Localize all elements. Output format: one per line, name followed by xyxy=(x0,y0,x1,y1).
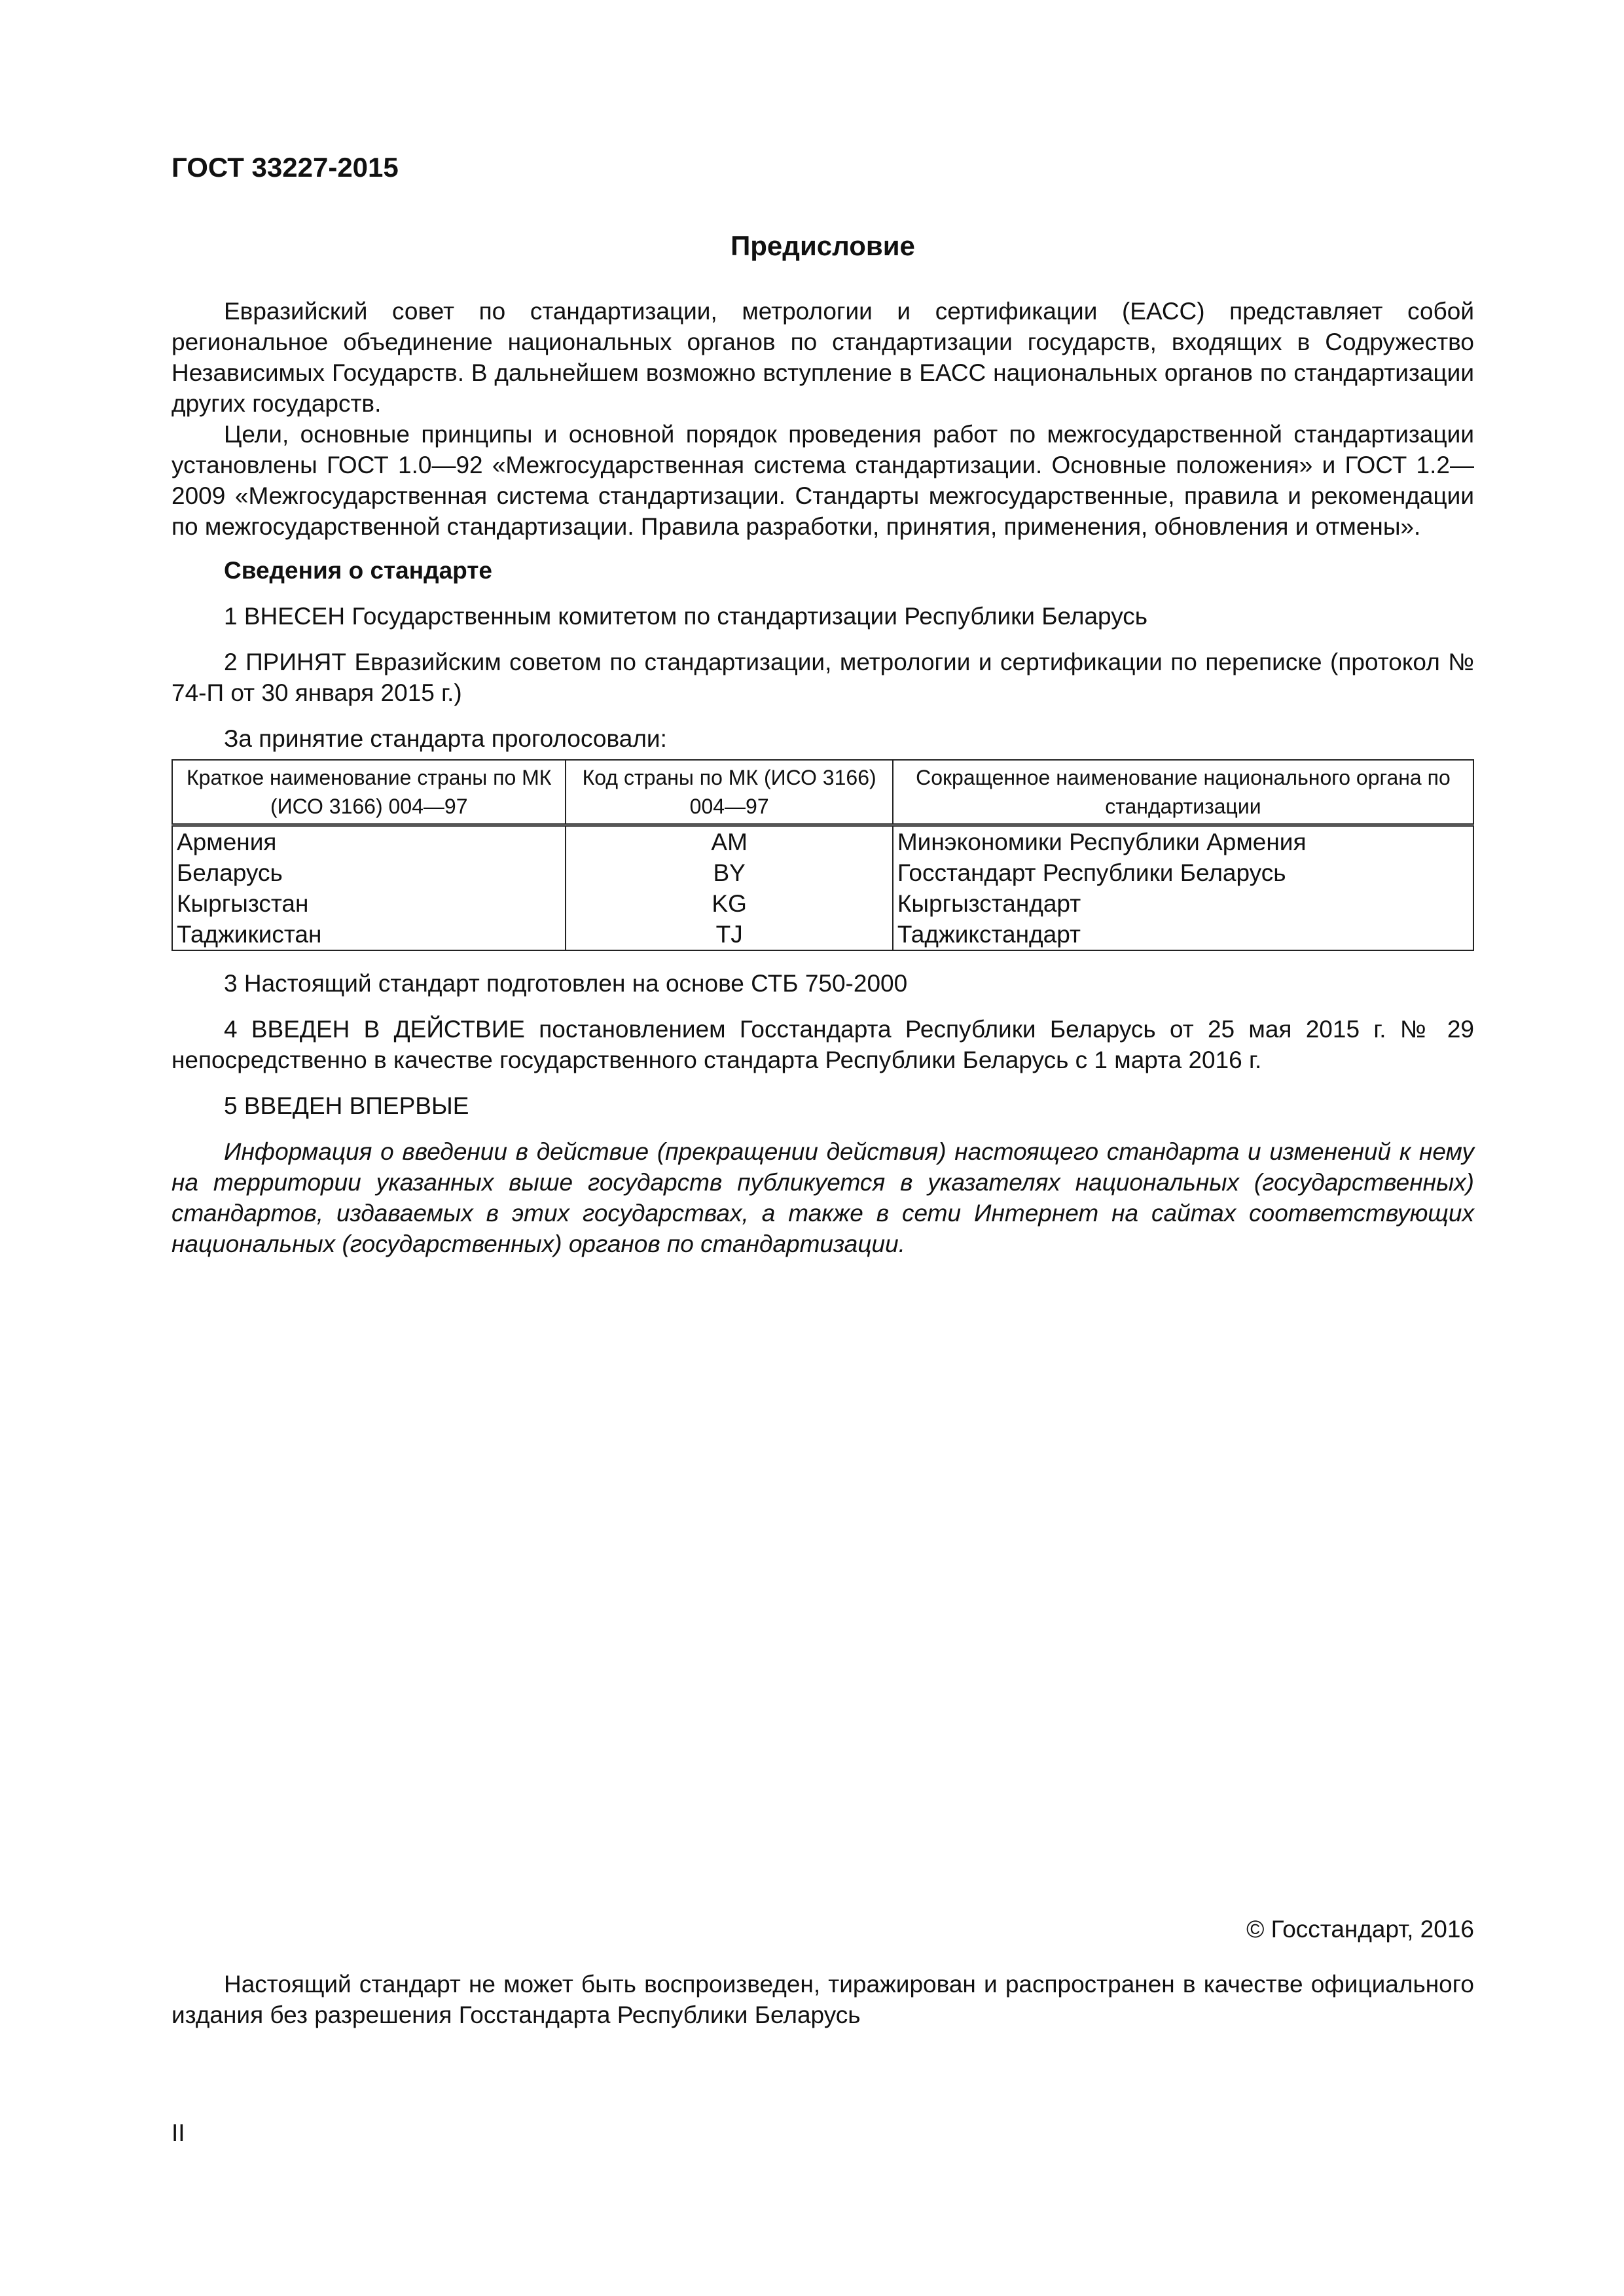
info-item-1: 1 ВНЕСЕН Государственным комитетом по стандартизации Республики Беларусь xyxy=(224,603,1148,630)
copyright-notice: © Госстандарт, 2016 xyxy=(1246,1916,1474,1943)
table-row xyxy=(172,857,1473,888)
country-code-cell: KG xyxy=(566,888,892,919)
country-name-cell: Таджикистан xyxy=(172,919,566,950)
document-code: ГОСТ 33227-2015 xyxy=(171,152,399,183)
national-body-cell: Госстандарт Республики Беларусь xyxy=(893,857,1473,888)
table-row xyxy=(172,888,1473,919)
foreword-title: Предисловие xyxy=(731,230,915,261)
document-page xyxy=(171,0,1474,2296)
foreword-body xyxy=(171,296,1474,1274)
national-body-cell: Минэкономики Республики Армения xyxy=(893,825,1473,858)
national-body-cell: Таджикстандарт xyxy=(893,919,1473,950)
foreword-paragraph-2: Цели, основные принципы и основной порядок проведения работ по межгосударственной стандартизации установлены ГОСТ 1.0—92 «Межгосударственная система стандартизации. Основные положения» и ГОСТ 1.2—2009 «Межгосударственная система стандартизации. Стандарты межгосударственные, правила и рекомендации по межгосударственной стандартизации. Правила разработки, принятия, применения, обновления и отмены». xyxy=(171,421,1474,540)
page-number: II xyxy=(171,2119,185,2146)
header-country-code: Код страны по МК (ИСО 3166) 004—97 xyxy=(566,760,892,825)
standard-info-heading: Сведения о стандарте xyxy=(224,557,492,584)
table-row xyxy=(172,825,1473,858)
info-item-2: 2 ПРИНЯТ Евразийским советом по стандартизации, метрологии и сертификации по переписке (протокол № 74-П от 30 января 2015 г.) xyxy=(171,649,1474,706)
table-header-row xyxy=(172,760,1473,825)
reproduction-notice: Настоящий стандарт не может быть воспроизведен, тиражирован и распространен в качестве официального издания без разрешения Госстандарта Республики Беларусь xyxy=(171,1971,1474,2028)
voted-intro: За принятие стандарта проголосовали: xyxy=(224,725,667,752)
country-code-cell: TJ xyxy=(566,919,892,950)
national-body-cell: Кыргызстандарт xyxy=(893,888,1473,919)
info-item-5: 5 ВВЕДЕН ВПЕРВЫЕ xyxy=(224,1092,469,1119)
country-name-cell: Беларусь xyxy=(172,857,566,888)
foreword-paragraph-1: Евразийский совет по стандартизации, метрологии и сертификации (ЕАСС) представляет собой региональное объединение национальных органов по стандартизации государств, входящих в Содружество Независимых Государств. В дальнейшем возможно вступление в ЕАСС национальных органов по стандартизации других государств. xyxy=(171,298,1474,417)
voting-table xyxy=(171,759,1474,951)
country-name-cell: Кыргызстан xyxy=(172,888,566,919)
publication-info: Информация о введении в действие (прекращении действия) настоящего стандарта и изменений к нему на территории указанных выше государств публикуется в указателях национальных (государственных) стандартов, издаваемых в этих государствах, а также в сети Интернет на сайтах соответствующих национальных (государственных) органов по стандартизации. xyxy=(171,1138,1474,1257)
country-code-cell: BY xyxy=(566,857,892,888)
info-item-4: 4 ВВЕДЕН В ДЕЙСТВИЕ постановлением Госстандарта Республики Беларусь от 25 мая 2015 г. № 29 непосредственно в качестве государственного стандарта Республики Беларусь с 1 марта 2016 г. xyxy=(171,1016,1474,1073)
header-national-body: Сокращенное наименование национального органа по стандартизации xyxy=(893,760,1473,825)
country-code-cell: AM xyxy=(566,825,892,858)
info-item-3: 3 Настоящий стандарт подготовлен на основе СТБ 750-2000 xyxy=(224,970,908,997)
table-row xyxy=(172,919,1473,950)
header-country-name: Краткое наименование страны по МК (ИСО 3166) 004—97 xyxy=(172,760,566,825)
country-name-cell: Армения xyxy=(172,825,566,858)
